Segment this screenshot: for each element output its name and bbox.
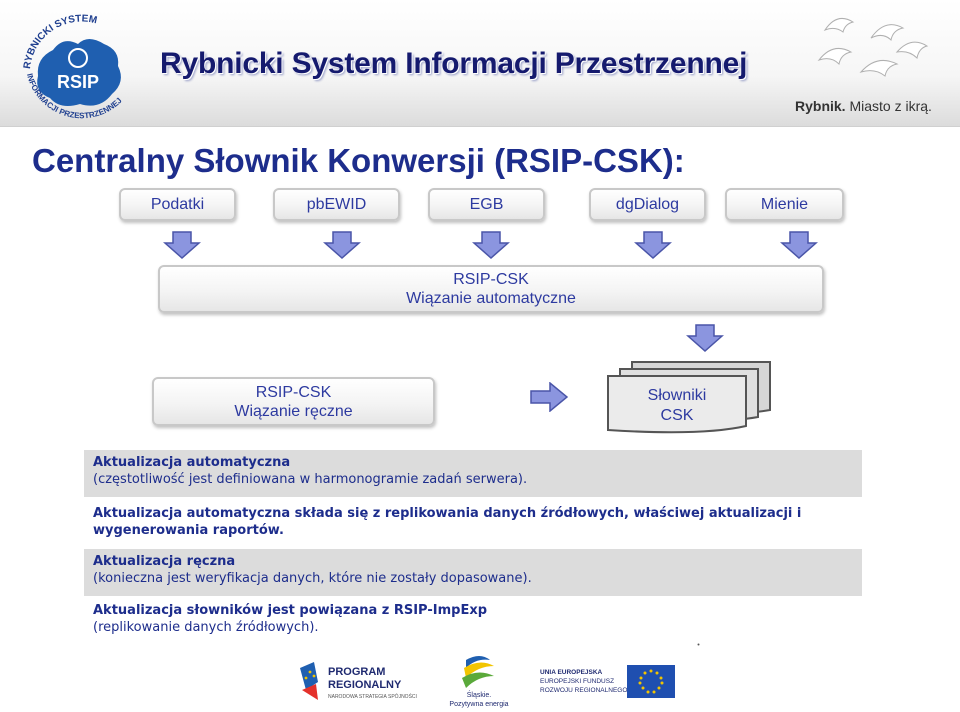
source-label: Podatki [150, 196, 205, 213]
arrow-down-icon [323, 231, 361, 259]
source-box-egb [428, 188, 545, 221]
eu-line1: UNIA EUROPEJSKA [540, 669, 603, 676]
info-row-title: Aktualizacja ręczna [93, 554, 236, 569]
slaskie-line2: Pozytywna energia [449, 701, 509, 708]
slaskie-logo [444, 652, 514, 708]
info-row [84, 549, 862, 596]
eu-line2: EUROPEJSKI FUNDUSZ [540, 678, 615, 685]
header-title: Rybnicki System Informacji Przestrzennej [160, 47, 748, 80]
slaskie-line1: Śląskie. [466, 692, 492, 699]
info-row-title: Aktualizacja automatyczna składa się z replikowania danych źródłowych, właściwej aktualizacji i wygenerowania raportów. [93, 506, 802, 538]
slogan-rest: Miasto z ikrą. [845, 98, 932, 114]
manual-binding-line1: RSIP-CSK [255, 383, 332, 401]
arrow-down-icon [634, 231, 672, 259]
rsip-logo [8, 6, 158, 124]
auto-binding-box [158, 265, 824, 313]
auto-binding-line1: RSIP-CSK [453, 271, 529, 288]
source-box-mienie [725, 188, 844, 221]
arrow-down-icon [163, 231, 201, 259]
source-label: Mienie [760, 196, 809, 213]
info-row-sub: (replikowanie danych źródłowych). [93, 620, 319, 635]
info-row [84, 450, 862, 497]
arrow-down-icon [780, 231, 818, 259]
eu-line3: ROZWOJU REGIONALNEGO [540, 687, 628, 694]
dictionaries-label [606, 386, 748, 426]
logo-arc-bottom: INFORMACJI PRZESTRZENNEJ [25, 72, 124, 121]
program-line1: PROGRAM [328, 666, 386, 678]
city-slogan [795, 98, 932, 114]
source-box-podatki [119, 188, 236, 221]
slogan-bold: Rybnik. [795, 98, 846, 114]
source-label: EGB [469, 196, 504, 213]
source-label: dgDialog [615, 196, 680, 213]
arrow-right-icon [530, 382, 568, 412]
auto-binding-line2: Wiązanie automatyczne [406, 290, 576, 307]
dictionaries-line2: CSK [660, 407, 694, 424]
program-line3: NARODOWA STRATEGIA SPÓJNOŚCI [328, 694, 417, 700]
info-row-title: Aktualizacja słowników jest powiązana z RSIP-ImpExp [93, 603, 488, 618]
eu-logo [540, 664, 678, 700]
source-box-pbewid [273, 188, 400, 221]
info-row [84, 598, 862, 642]
source-label: pbEWID [306, 196, 367, 213]
logo-center-text: RSIP [56, 72, 100, 92]
header-banner [0, 0, 960, 127]
info-row-title: Aktualizacja automatyczna [93, 455, 291, 470]
info-row [84, 501, 862, 547]
page-title: Centralny Słownik Konwersji (RSIP-CSK): [32, 142, 685, 179]
arrow-down-icon [686, 324, 724, 352]
dictionaries-line1: Słowniki [647, 387, 707, 404]
source-box-dgdialog [589, 188, 706, 221]
stray-dot [697, 643, 700, 646]
info-row-sub: (konieczna jest weryfikacja danych, które nie zostały dopasowane). [93, 571, 532, 586]
manual-binding-line2: Wiązanie ręczne [234, 402, 353, 420]
program-line2: REGIONALNY [328, 679, 402, 691]
manual-binding-box [152, 377, 435, 426]
program-regionalny-logo [296, 660, 436, 704]
info-row-sub: (częstotliwość jest definiowana w harmonogramie zadań serwera). [93, 472, 528, 487]
dolphin-birds-icon [805, 10, 930, 90]
logo-arc-top: RYBNICKI SYSTEM [21, 13, 99, 70]
arrow-down-icon [472, 231, 510, 259]
